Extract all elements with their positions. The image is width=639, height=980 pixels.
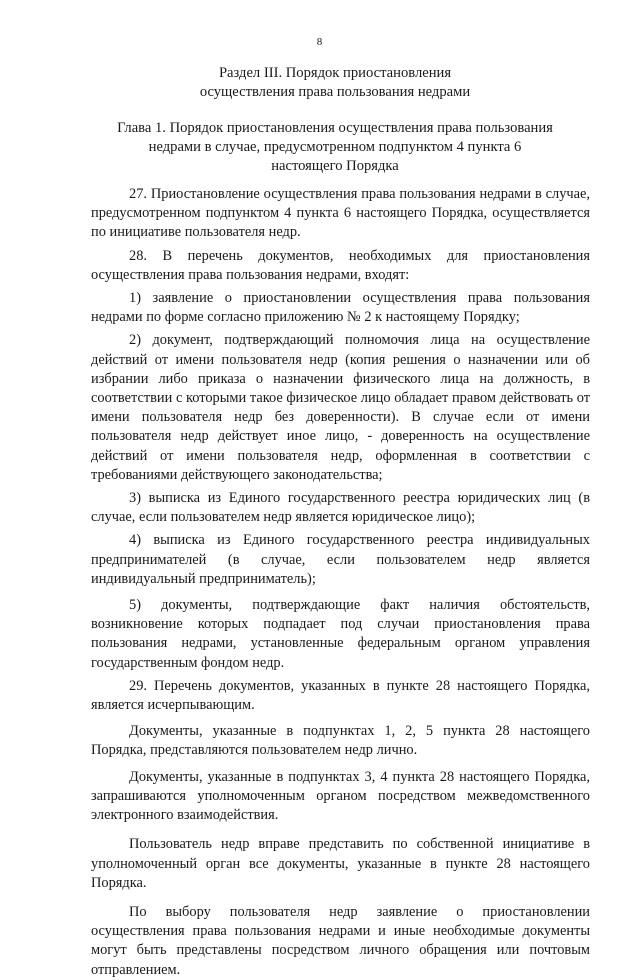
list-item: 5) документы, подтверждающие факт наличия обстоятельств, возникновение которых подпадает под случаи приостановления права пользования недрами, установленные федеральным органом управления государственным фондом недр. [91, 597, 590, 671]
chapter-title-line: настоящего Порядка [271, 158, 399, 174]
document-body [91, 185, 590, 980]
list-item: 2) документ, подтверждающий полномочия лица на осуществление действий от имени пользователя недр (копия решения о назначении или об избрании либо приказа о назначении физического лица на должность, в соответствии с которыми такое физическое лицо обладает правом действовать от имени пользователя недр без доверенности). В случае если от имени пользователя недр действует иное лицо, - доверенность на осуществление действий от имени пользователя недр, оформленная в соответствии с требованиями действующего законодательства; [91, 332, 590, 483]
section-title-line: Раздел III. Порядок приостановления [218, 65, 452, 81]
paragraph: Документы, указанные в подпунктах 1, 2, 5 пункта 28 настоящего Порядка, представляются пользователем недр лично. [91, 723, 590, 759]
paragraph-29: 29. Перечень документов, указанных в пункте 28 настоящего Порядка, является исчерпывающим. [91, 677, 590, 714]
paragraph: Пользователь недр вправе представить по собственной инициативе в уполномоченный орган все документы, указанные в пункте 28 настоящего Порядка. [91, 836, 590, 891]
paragraph-28: 28. В перечень документов, необходимых для приостановления осуществления права пользования недрами, входят: [91, 247, 590, 283]
section-title [80, 64, 590, 102]
page-number: 8 [316, 36, 323, 48]
chapter-title [80, 119, 590, 176]
section-title-line: осуществления права пользования недрами [199, 84, 471, 100]
list-item: 1) заявление о приостановлении осуществления права пользования недрами по форме согласно приложению № 2 к настоящему Порядку; [91, 290, 590, 326]
list-item: 4) выписка из Единого государственного реестра индивидуальных предпринимателей (в случае, если пользователем недр является индивидуальный предприниматель); [91, 532, 590, 587]
chapter-title-line: недрами в случае, предусмотренном подпунктом 4 пункта 6 [148, 139, 522, 155]
list-item: 3) выписка из Единого государственного реестра юридических лиц (в случае, если пользователем недр является юридическое лицо); [91, 490, 590, 526]
chapter-title-line: Глава 1. Порядок приостановления осуществления права пользования [117, 120, 553, 136]
paragraph-27: 27. Приостановление осуществления права пользования недрами в случае, предусмотренном подпунктом 4 пункта 6 настоящего Порядка, осуществляется по инициативе пользователя недр. [91, 186, 590, 241]
paragraph: По выбору пользователя недр заявление о приостановлении осуществления права пользования недрами и иные необходимые документы могут быть представлены посредством личного обращения или почтовым отправлением. [91, 903, 590, 978]
paragraph: Документы, указанные в подпунктах 3, 4 пункта 28 настоящего Порядка, запрашиваются уполномоченным органом посредством межведомственного электронного взаимодействия. [91, 768, 590, 824]
